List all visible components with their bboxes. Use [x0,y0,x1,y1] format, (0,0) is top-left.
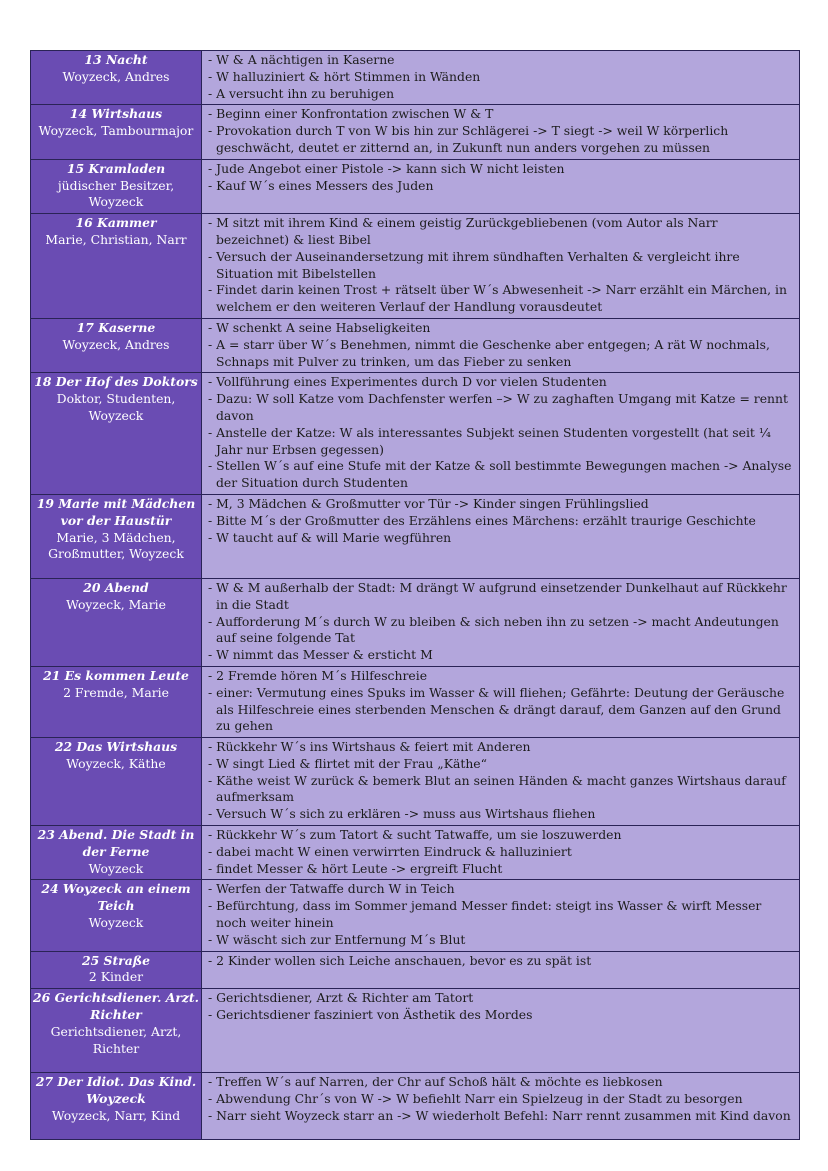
scene-title: 20 Abend [83,579,149,595]
summary-line: - Treffen W´s auf Narren, der Chr auf Schoß hält & möchte es liebkosen [208,1074,663,1090]
scene-row [31,494,800,578]
scene-characters: jüdischer Besitzer, Woyzeck [57,177,175,210]
scene-title: 17 Kaserne [76,319,156,335]
scene-title: 19 Marie mit Mädchen vor der Haustür [36,495,196,528]
scene-heading-cell [31,989,202,1073]
scene-summary-cell [202,578,800,666]
scene-summary-cell [202,666,800,737]
scene-summary-cell [202,105,800,159]
scene-heading-cell [31,373,202,495]
summary-line: - dabei macht W einen verwirrten Eindruck & halluziniert [208,843,572,859]
scene-row [31,738,800,826]
scene-characters: Gerichtsdiener, Arzt, Richter [50,1023,182,1056]
scene-row [31,373,800,495]
summary-line: - Jude Angebot einer Pistole -> kann sich W nicht leisten [208,160,565,176]
scene-row [31,105,800,159]
summary-line: - Narr sieht Woyzeck starr an -> W wiederholt Befehl: Narr rennt zusammen mit Kind davon [208,1107,791,1123]
scene-heading-cell [31,494,202,578]
scene-summary-cell [202,989,800,1073]
scene-row [31,666,800,737]
summary-line: - Gerichtsdiener fasziniert von Ästhetik des Mordes [208,1007,533,1023]
scene-summary-cell [202,373,800,495]
scene-characters: Marie, 3 Mädchen, Großmutter, Woyzeck [48,529,184,562]
scene-row [31,880,800,951]
scene-heading-cell [31,214,202,319]
summary-line: - Befürchtung, dass im Sommer jemand Messer findet: steigt ins Wasser & wirft Messer noch weiter hinein [208,898,762,931]
summary-line: - Abwendung Chr´s von W -> W befiehlt Narr ein Spielzeug in der Stadt zu besorgen [208,1091,743,1107]
scene-title: 16 Kammer [75,215,157,231]
scene-title: 23 Abend. Die Stadt in der Ferne [37,827,195,859]
scene-characters: Woyzeck, Marie [66,596,166,612]
scene-characters: Woyzeck, Käthe [66,755,166,771]
summary-line: - Anstelle der Katze: W als interessantes Subjekt seinen Studenten vorgestellt (hat seit ¼ Jahr nur Erbsen gegessen) [208,424,771,457]
summary-line: - Versuch der Auseinandersetzung mit ihrem sündhaften Verhalten & vergleicht ihre Situation mit Bibelstellen [208,248,740,281]
scene-characters: Doktor, Studenten, Woyzeck [56,391,176,423]
scene-heading-cell [31,159,202,213]
scene-heading-cell [31,738,202,826]
scene-title: 13 Nacht [84,52,148,67]
summary-line: - A versucht ihn zu beruhigen [208,85,395,101]
scene-row [31,51,800,105]
summary-line: - W & A nächtigen in Kaserne [208,52,395,67]
scene-summary-cell [202,738,800,826]
summary-line: - Stellen W´s auf eine Stufe mit der Katze & soll bestimmte Bewegungen machen -> Analyse der Situation durch Studenten [208,458,792,491]
scene-summary-cell [202,951,800,989]
summary-line: - Rückkehr W´s ins Wirtshaus & feiert mit Anderen [208,739,531,755]
scene-characters: 2 Kinder [88,969,144,985]
scene-characters: Woyzeck, Narr, Kind [51,1107,181,1123]
summary-line: - W schenkt A seine Habseligkeiten [208,319,431,335]
scene-characters: Woyzeck, Andres [62,68,170,84]
scene-characters: Marie, Christian, Narr [45,231,187,247]
scene-row [31,1073,800,1140]
summary-line: - findet Messer & hört Leute -> ergreift Flucht [208,860,503,876]
scene-heading-cell [31,318,202,372]
scene-title: 27 Der Idiot. Das Kind. Woyzeck [35,1074,197,1107]
summary-line: - W singt Lied & flirtet mit der Frau „Käthe“ [208,755,487,771]
scene-table [30,50,800,1140]
scene-row [31,989,800,1073]
scene-heading-cell [31,51,202,105]
summary-line: - W nimmt das Messer & ersticht M [208,647,433,663]
summary-line: - Rückkehr W´s zum Tatort & sucht Tatwaffe, um sie loszuwerden [208,827,622,843]
scene-summary-cell [202,826,800,880]
summary-line: - Beginn einer Konfrontation zwischen W & T [208,106,494,122]
summary-line: - 2 Kinder wollen sich Leiche anschauen, bevor es zu spät ist [208,952,592,968]
scene-title: 21 Es kommen Leute [43,667,189,683]
scene-summary-cell [202,494,800,578]
summary-line: - A = starr über W´s Benehmen, nimmt die Geschenke aber entgegen; A rät W nochmals, Schnaps mit Pulver zu trinken, um das Fieber zu senken [208,336,770,369]
scene-title: 25 Straße [81,952,151,968]
scene-summary-cell [202,159,800,213]
scene-title: 14 Wirtshaus [69,106,163,122]
summary-line: - Vollführung eines Experimentes durch D vor vielen Studenten [208,374,607,390]
scene-heading-cell [31,666,202,737]
scene-title: 24 Woyzeck an einem Teich [41,881,191,914]
summary-line: - Bitte M´s der Großmutter des Erzählens eines Märchens: erzählt traurige Geschichte [208,512,756,528]
scene-row [31,578,800,666]
scene-heading-cell [31,826,202,880]
summary-line: - Werfen der Tatwaffe durch W in Teich [208,881,455,897]
scene-row [31,826,800,880]
scene-row [31,159,800,213]
summary-line: - M sitzt mit ihrem Kind & einem geistig Zurückgebliebenen (vom Autor als Narr bezeichnet) & liest Bibel [208,215,718,247]
summary-line: - Aufforderung M´s durch W zu bleiben & sich neben ihn zu setzen -> macht Andeutungen auf seine folgende Tat [208,613,779,646]
scene-characters: Woyzeck, Andres [62,336,170,352]
summary-line: - Provokation durch T von W bis hin zur Schlägerei -> T siegt -> weil W körperlich geschwächt, deutet er zitternd an, in Zukunft nun anders vorgehen zu müssen [208,123,729,155]
scene-row [31,214,800,319]
summary-line: - Versuch W´s sich zu erklären -> muss aus Wirtshaus fliehen [208,806,596,822]
scene-characters: Woyzeck [88,915,144,931]
scene-summary-cell [202,880,800,951]
scene-heading-cell [31,951,202,989]
scene-summary-cell [202,318,800,372]
summary-line: - Findet darin keinen Trost + rätselt über W´s Abwesenheit -> Narr erzählt ein Märchen, in welchem er den weiteren Verlauf der Handlung vorausdeutet [208,282,787,315]
scene-heading-cell [31,1073,202,1140]
scene-row [31,951,800,989]
scene-summary-cell [202,1073,800,1140]
summary-line: - M, 3 Mädchen & Großmutter vor Tür -> Kinder singen Frühlingslied [208,495,649,511]
summary-line: - Gerichtsdiener, Arzt & Richter am Tatort [208,990,474,1006]
scene-title: 26 Gerichtsdiener. Arzt. Richter [33,990,199,1023]
scene-summary-cell [202,214,800,319]
summary-line: - W wäscht sich zur Entfernung M´s Blut [208,931,466,947]
scene-table-body [31,51,800,1140]
summary-line: - Kauf W´s eines Messers des Juden [208,177,434,193]
scene-title: 22 Das Wirtshaus [54,739,178,755]
scene-characters: 2 Fremde, Marie [63,684,169,700]
summary-line: - einer: Vermutung eines Spuks im Wasser & will fliehen; Gefährte: Deutung der Geräusche als Hilfeschreie eines sterbenden Menschen & drängt darauf, dem Ganzen auf den Grund zu gehen [208,684,785,734]
scene-heading-cell [31,578,202,666]
scene-characters: Woyzeck [88,860,144,876]
summary-line: - Dazu: W soll Katze vom Dachfenster werfen –> W zu zaghaften Umgang mit Katze = rennt davon [208,391,788,423]
scene-title: 15 Kramladen [66,160,166,176]
scene-heading-cell [31,105,202,159]
summary-line: - W taucht auf & will Marie wegführen [208,529,452,545]
summary-line: - 2 Fremde hören M´s Hilfeschreie [208,667,428,683]
scene-row [31,318,800,372]
scene-summary-cell [202,51,800,105]
summary-line: - W halluziniert & hört Stimmen in Wänden [208,68,481,84]
scene-characters: Woyzeck, Tambourmajor [38,123,194,139]
scene-title: 18 Der Hof des Doktors [34,374,198,390]
summary-line: - W & M außerhalb der Stadt: M drängt W aufgrund einsetzender Dunkelhaut auf Rückkehr in die Stadt [208,579,787,612]
scene-heading-cell [31,880,202,951]
summary-line: - Käthe weist W zurück & bemerk Blut an seinen Händen & macht ganzes Wirtshaus darauf aufmerksam [208,772,786,805]
